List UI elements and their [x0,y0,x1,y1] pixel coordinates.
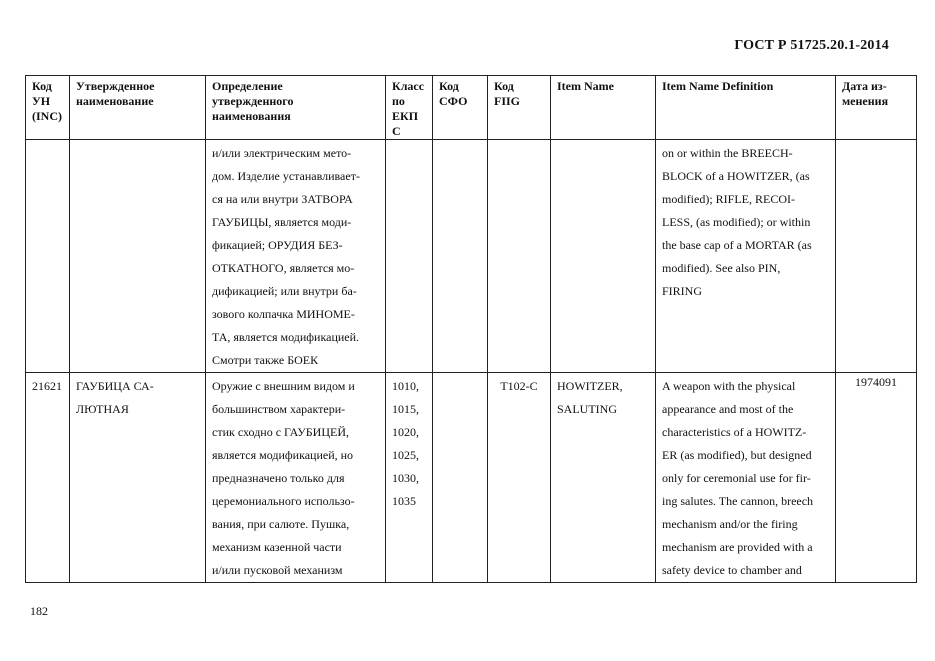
catalog-table [25,75,917,583]
cell-inc: 21621 [26,373,70,583]
page-number: 182 [30,604,48,618]
cell-class [386,140,433,373]
header-approved-name: Утвержденное наименование [70,76,206,140]
cell-change-date [836,140,917,373]
header-definition: Определение утвержденного наименования [206,76,386,140]
table-row [26,373,917,583]
cell-definition: и/или электрическим мето- дом. Изделие устанавливает- ся на или внутри ЗАТВОРА ГАУБИЦЫ, является моди- фикацией; ОРУДИЯ БЕЗ- ОТКАТНОГО, является мо- дификацией; или внутри ба- зового колпачка МИНОМЕ- ТА, является модификацией. Смотри также БОЕК [206,140,386,373]
cell-sfo [433,373,488,583]
table-header-row [26,76,917,140]
cell-sfo [433,140,488,373]
cell-change-date: 1974091 [836,373,917,583]
table-row [26,140,917,373]
cell-item-name-definition: on or within the BREECH- BLOCK of a HOWITZER, (as modified); RIFLE, RECOI- LESS, (as modified); or within the base cap of a MORTAR (as modified). See also PIN, FIRING [656,140,836,373]
header-fiig: Код FIIG [488,76,551,140]
cell-approved-name [70,140,206,373]
document-standard-header: ГОСТ Р 51725.20.1-2014 [734,38,889,53]
cell-fiig: T102-C [488,373,551,583]
header-item-name-definition: Item Name Definition [656,76,836,140]
cell-fiig [488,140,551,373]
cell-approved-name: ГАУБИЦА СА- ЛЮТНАЯ [70,373,206,583]
header-item-name: Item Name [551,76,656,140]
header-inc: Код УН (INC) [26,76,70,140]
cell-class: 1010, 1015, 1020, 1025, 1030, 1035 [386,373,433,583]
header-sfo: Код СФО [433,76,488,140]
cell-definition: Оружие с внешним видом и большинством характери- стик сходно с ГАУБИЦЕЙ, является модификацией, но предназначено только для церемониального использо- вания, при салюте. Пушка, механизм казенной части и/или пусковой механизм [206,373,386,583]
header-change-date: Дата из- менения [836,76,917,140]
header-class: Класс по ЕКП С [386,76,433,140]
cell-item-name-definition: A weapon with the physical appearance and most of the characteristics of a HOWITZ- ER (as modified), but designed only for ceremonial use for fir- ing salutes. The cannon, breech mechanism and/or the firing mechanism are provided with a safety device to chamber and [656,373,836,583]
cell-item-name [551,140,656,373]
cell-inc [26,140,70,373]
cell-item-name: HOWITZER, SALUTING [551,373,656,583]
